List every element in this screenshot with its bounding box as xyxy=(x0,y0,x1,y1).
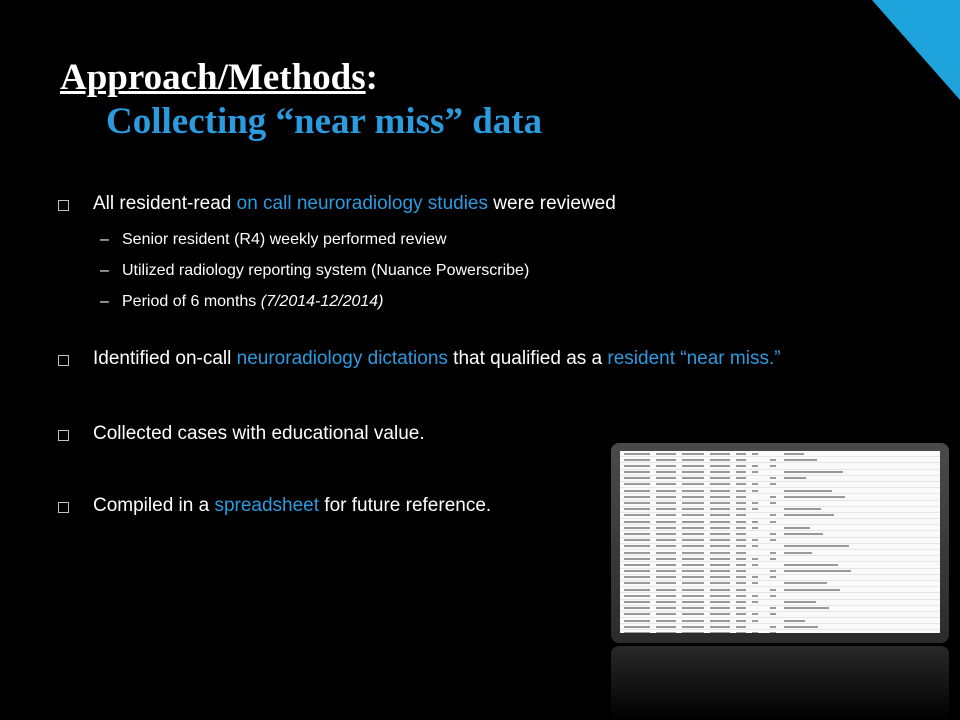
spreadsheet-cell xyxy=(752,613,758,615)
spreadsheet-cell xyxy=(710,527,730,529)
spreadsheet-cell xyxy=(784,607,829,609)
spreadsheet-cell xyxy=(624,613,650,615)
spreadsheet-cell xyxy=(752,595,758,597)
bullet-3-text: Collected cases with educational value. xyxy=(93,423,425,444)
spreadsheet-cell xyxy=(736,582,746,584)
spreadsheet-cell xyxy=(784,459,817,461)
spreadsheet-cell xyxy=(752,465,758,467)
spreadsheet-cell xyxy=(624,508,650,510)
spreadsheet-cell xyxy=(784,564,838,566)
spreadsheet-cell xyxy=(736,570,746,572)
spreadsheet-cell xyxy=(752,471,758,473)
spreadsheet-cell xyxy=(784,496,845,498)
spreadsheet-cell xyxy=(624,453,650,455)
sub-item-text: Period of 6 months xyxy=(122,293,261,310)
spreadsheet-cell xyxy=(624,514,650,516)
square-bullet-icon xyxy=(58,355,69,366)
spreadsheet-cell xyxy=(682,453,704,455)
spreadsheet-cell xyxy=(656,582,676,584)
spreadsheet-cell xyxy=(752,558,758,560)
spreadsheet-cell xyxy=(752,545,758,547)
spreadsheet-cell xyxy=(736,490,746,492)
spreadsheet-cell xyxy=(682,533,704,535)
spreadsheet-cell xyxy=(710,533,730,535)
spreadsheet-cell xyxy=(624,620,650,622)
spreadsheet-cell xyxy=(624,539,650,541)
spreadsheet-cell xyxy=(752,601,758,603)
spreadsheet-cell xyxy=(710,465,730,467)
bullet-4-pre: Compiled in a xyxy=(93,495,215,516)
spreadsheet-cell xyxy=(656,459,676,461)
sub-item-text: Senior resident (R4) weekly performed review xyxy=(122,231,447,248)
sub-item-text: Utilized radiology reporting system (Nuance Powerscribe) xyxy=(122,262,530,279)
spreadsheet-cell xyxy=(682,601,704,603)
spreadsheet-cell xyxy=(784,601,816,603)
spreadsheet-cell xyxy=(624,459,650,461)
spreadsheet-cell xyxy=(624,477,650,479)
spreadsheet-cell xyxy=(770,552,776,554)
spreadsheet-cell xyxy=(624,632,650,633)
spreadsheet-cell xyxy=(770,483,776,485)
spreadsheet-cell xyxy=(624,465,650,467)
spreadsheet-cell xyxy=(710,613,730,615)
spreadsheet-cell xyxy=(752,483,758,485)
spreadsheet-cell xyxy=(736,465,746,467)
bullet-4-highlight: spreadsheet xyxy=(214,495,320,516)
spreadsheet-cell xyxy=(770,626,776,628)
spreadsheet-cell xyxy=(682,477,704,479)
spreadsheet-cell xyxy=(624,471,650,473)
spreadsheet-cell xyxy=(710,453,730,455)
spreadsheet-cell xyxy=(710,545,730,547)
spreadsheet-cell xyxy=(656,539,676,541)
bullet-2-highlight-1: neuroradiology dictations xyxy=(236,348,448,369)
bullet-1 xyxy=(58,190,858,218)
bullet-2-text xyxy=(93,345,781,373)
spreadsheet-cell xyxy=(752,490,758,492)
spreadsheet-cell xyxy=(624,626,650,628)
sub-item xyxy=(100,286,858,317)
spreadsheet-cell xyxy=(656,471,676,473)
spreadsheet-cell xyxy=(656,490,676,492)
spreadsheet-cell xyxy=(682,521,704,523)
bullet-1-sublist xyxy=(100,224,858,317)
spreadsheet-cell xyxy=(624,502,650,504)
spreadsheet-cell xyxy=(682,570,704,572)
bullet-2-mid: that qualified as a xyxy=(447,348,608,369)
spreadsheet-cell xyxy=(752,582,758,584)
spreadsheet-cell xyxy=(736,552,746,554)
spreadsheet-cell xyxy=(656,465,676,467)
spreadsheet-cell xyxy=(784,533,823,535)
spreadsheet-cell xyxy=(656,601,676,603)
spreadsheet-cell xyxy=(656,496,676,498)
spreadsheet-cell xyxy=(710,626,730,628)
spreadsheet-cell xyxy=(656,570,676,572)
spreadsheet-cell xyxy=(736,453,746,455)
spreadsheet-cell xyxy=(656,620,676,622)
spreadsheet-row xyxy=(620,630,940,633)
spreadsheet-cell xyxy=(770,465,776,467)
spreadsheet-cell xyxy=(710,539,730,541)
spreadsheet-cell xyxy=(736,607,746,609)
spreadsheet-cell xyxy=(752,527,758,529)
spreadsheet-cell xyxy=(624,552,650,554)
spreadsheet-cell xyxy=(656,477,676,479)
spreadsheet-cell xyxy=(710,508,730,510)
spreadsheet-cell xyxy=(752,502,758,504)
bullet-2 xyxy=(58,345,858,373)
spreadsheet-cell xyxy=(682,595,704,597)
bullet-4-post: for future reference. xyxy=(319,495,492,516)
spreadsheet-cell xyxy=(682,582,704,584)
sub-item xyxy=(100,224,858,255)
spreadsheet-cell xyxy=(656,545,676,547)
square-bullet-icon xyxy=(58,200,69,211)
spreadsheet-cell xyxy=(656,564,676,566)
spreadsheet-cell xyxy=(624,527,650,529)
spreadsheet-cell xyxy=(656,552,676,554)
spreadsheet-cell xyxy=(710,589,730,591)
spreadsheet-cell xyxy=(770,558,776,560)
spreadsheet-cell xyxy=(624,601,650,603)
spreadsheet-cell xyxy=(710,632,730,633)
spreadsheet-cell xyxy=(710,471,730,473)
spreadsheet-cell xyxy=(682,502,704,504)
spreadsheet-cell xyxy=(710,564,730,566)
spreadsheet-cell xyxy=(736,595,746,597)
spreadsheet-cell xyxy=(736,483,746,485)
spreadsheet-cell xyxy=(710,576,730,578)
spreadsheet-cell xyxy=(656,613,676,615)
spreadsheet-cell xyxy=(624,545,650,547)
spreadsheet-cell xyxy=(752,453,758,455)
spreadsheet-cell xyxy=(736,576,746,578)
bullet-1-text xyxy=(93,190,616,218)
spreadsheet-cell xyxy=(682,632,704,633)
spreadsheet-cell xyxy=(710,607,730,609)
spreadsheet-cell xyxy=(682,620,704,622)
spreadsheet-cell xyxy=(656,626,676,628)
spreadsheet-cell xyxy=(736,514,746,516)
spreadsheet-cell xyxy=(710,477,730,479)
spreadsheet-cell xyxy=(624,483,650,485)
spreadsheet-cell xyxy=(656,453,676,455)
spreadsheet-cell xyxy=(770,570,776,572)
spreadsheet-cell xyxy=(736,620,746,622)
spreadsheet-cell xyxy=(736,502,746,504)
spreadsheet-cell xyxy=(682,613,704,615)
spreadsheet-cell xyxy=(682,607,704,609)
spreadsheet-cell xyxy=(736,459,746,461)
spreadsheet-cell xyxy=(736,521,746,523)
sub-item xyxy=(100,255,858,286)
spreadsheet-cell xyxy=(710,483,730,485)
corner-accent-triangle xyxy=(872,0,960,100)
spreadsheet-cell xyxy=(656,589,676,591)
spreadsheet-cell xyxy=(682,552,704,554)
title-line xyxy=(60,56,542,100)
bullet-1-post: were reviewed xyxy=(488,193,616,214)
bullet-4-text xyxy=(93,492,491,520)
spreadsheet-thumbnail xyxy=(620,451,940,633)
spreadsheet-cell xyxy=(784,552,812,554)
spreadsheet-cell xyxy=(784,620,805,622)
bullet-2-pre: Identified on-call xyxy=(93,348,237,369)
spreadsheet-cell xyxy=(784,527,810,529)
spreadsheet-cell xyxy=(784,626,818,628)
spreadsheet-cell xyxy=(656,607,676,609)
spreadsheet-cell xyxy=(736,589,746,591)
spreadsheet-cell xyxy=(770,502,776,504)
dash: – xyxy=(100,293,109,310)
title-colon: : xyxy=(365,57,378,98)
spreadsheet-cell xyxy=(710,558,730,560)
spreadsheet-cell xyxy=(710,570,730,572)
spreadsheet-cell xyxy=(710,552,730,554)
spreadsheet-cell xyxy=(656,514,676,516)
spreadsheet-cell xyxy=(736,564,746,566)
spreadsheet-cell xyxy=(656,483,676,485)
spreadsheet-screenshot xyxy=(611,443,949,643)
spreadsheet-cell xyxy=(682,514,704,516)
spreadsheet-cell xyxy=(656,558,676,560)
spreadsheet-cell xyxy=(656,595,676,597)
spreadsheet-cell xyxy=(736,539,746,541)
spreadsheet-cell xyxy=(736,508,746,510)
spreadsheet-cell xyxy=(784,453,804,455)
square-bullet-icon xyxy=(58,430,69,441)
spreadsheet-cell xyxy=(656,502,676,504)
dash: – xyxy=(100,262,109,279)
spreadsheet-cell xyxy=(624,607,650,609)
spreadsheet-cell xyxy=(682,483,704,485)
spreadsheet-cell xyxy=(770,539,776,541)
spreadsheet-cell xyxy=(682,459,704,461)
spreadsheet-cell xyxy=(710,521,730,523)
spreadsheet-cell xyxy=(682,508,704,510)
dash: – xyxy=(100,231,109,248)
spreadsheet-cell xyxy=(624,589,650,591)
bullet-1-pre: All resident-read xyxy=(93,193,237,214)
spreadsheet-cell xyxy=(624,558,650,560)
square-bullet-icon xyxy=(58,502,69,513)
spreadsheet-cell xyxy=(682,558,704,560)
spreadsheet-cell xyxy=(770,589,776,591)
spreadsheet-cell xyxy=(710,496,730,498)
spreadsheet-cell xyxy=(752,564,758,566)
spreadsheet-cell xyxy=(752,508,758,510)
spreadsheet-cell xyxy=(710,620,730,622)
spreadsheet-cell xyxy=(770,459,776,461)
spreadsheet-cell xyxy=(770,477,776,479)
spreadsheet-cell xyxy=(736,496,746,498)
spreadsheet-cell xyxy=(784,471,843,473)
spreadsheet-cell xyxy=(784,508,821,510)
spreadsheet-cell xyxy=(624,582,650,584)
spreadsheet-cell xyxy=(656,576,676,578)
spreadsheet-cell xyxy=(656,632,676,633)
spreadsheet-cell xyxy=(784,514,834,516)
spreadsheet-cell xyxy=(784,582,827,584)
spreadsheet-cell xyxy=(736,527,746,529)
subtitle: Collecting “near miss” data xyxy=(106,101,543,142)
spreadsheet-cell xyxy=(710,582,730,584)
spreadsheet-cell xyxy=(784,589,840,591)
spreadsheet-cell xyxy=(624,490,650,492)
spreadsheet-cell xyxy=(770,632,776,633)
spreadsheet-cell xyxy=(624,570,650,572)
spreadsheet-cell xyxy=(682,589,704,591)
spreadsheet-cell xyxy=(682,545,704,547)
spreadsheet-cell xyxy=(624,564,650,566)
spreadsheet-cell xyxy=(736,533,746,535)
spreadsheet-cell xyxy=(736,613,746,615)
spreadsheet-cell xyxy=(624,521,650,523)
spreadsheet-cell xyxy=(710,502,730,504)
spreadsheet-cell xyxy=(682,527,704,529)
spreadsheet-cell xyxy=(770,613,776,615)
title-underlined: Approach/Methods xyxy=(60,57,366,98)
spreadsheet-cell xyxy=(736,545,746,547)
spreadsheet-cell xyxy=(656,533,676,535)
spreadsheet-cell xyxy=(710,595,730,597)
spreadsheet-cell xyxy=(656,508,676,510)
spreadsheet-cell xyxy=(682,626,704,628)
screenshot-reflection xyxy=(611,646,949,720)
spreadsheet-cell xyxy=(784,477,806,479)
spreadsheet-cell xyxy=(770,521,776,523)
spreadsheet-cell xyxy=(770,533,776,535)
spreadsheet-cell xyxy=(736,471,746,473)
spreadsheet-cell xyxy=(752,576,758,578)
bullet-2-highlight-2: resident “near miss.” xyxy=(607,348,781,369)
spreadsheet-cell xyxy=(736,477,746,479)
spreadsheet-cell xyxy=(682,576,704,578)
spreadsheet-cell xyxy=(710,459,730,461)
spreadsheet-cell xyxy=(624,576,650,578)
spreadsheet-cell xyxy=(624,496,650,498)
spreadsheet-cell xyxy=(656,521,676,523)
sub-item-italic: (7/2014-12/2014) xyxy=(260,293,384,310)
spreadsheet-cell xyxy=(710,601,730,603)
spreadsheet-cell xyxy=(784,570,851,572)
spreadsheet-cell xyxy=(710,490,730,492)
spreadsheet-cell xyxy=(682,471,704,473)
spreadsheet-cell xyxy=(682,490,704,492)
bullet-1-highlight: on call neuroradiology studies xyxy=(236,193,489,214)
spreadsheet-cell xyxy=(752,620,758,622)
spreadsheet-cell xyxy=(752,632,758,633)
spreadsheet-cell xyxy=(624,533,650,535)
spreadsheet-cell xyxy=(736,558,746,560)
spreadsheet-cell xyxy=(682,539,704,541)
spreadsheet-cell xyxy=(770,576,776,578)
spreadsheet-cell xyxy=(752,521,758,523)
spreadsheet-cell xyxy=(736,632,746,633)
spreadsheet-cell xyxy=(784,490,832,492)
spreadsheet-cell xyxy=(784,545,849,547)
spreadsheet-cell xyxy=(770,496,776,498)
spreadsheet-cell xyxy=(752,539,758,541)
spreadsheet-cell xyxy=(770,595,776,597)
spreadsheet-cell xyxy=(736,626,746,628)
spreadsheet-cell xyxy=(682,465,704,467)
spreadsheet-cell xyxy=(770,607,776,609)
spreadsheet-cell xyxy=(624,595,650,597)
spreadsheet-cell xyxy=(682,564,704,566)
spreadsheet-cell xyxy=(710,514,730,516)
spreadsheet-cell xyxy=(736,601,746,603)
spreadsheet-cell xyxy=(656,527,676,529)
slide-title xyxy=(60,56,542,144)
spreadsheet-cell xyxy=(770,514,776,516)
spreadsheet-cell xyxy=(682,496,704,498)
